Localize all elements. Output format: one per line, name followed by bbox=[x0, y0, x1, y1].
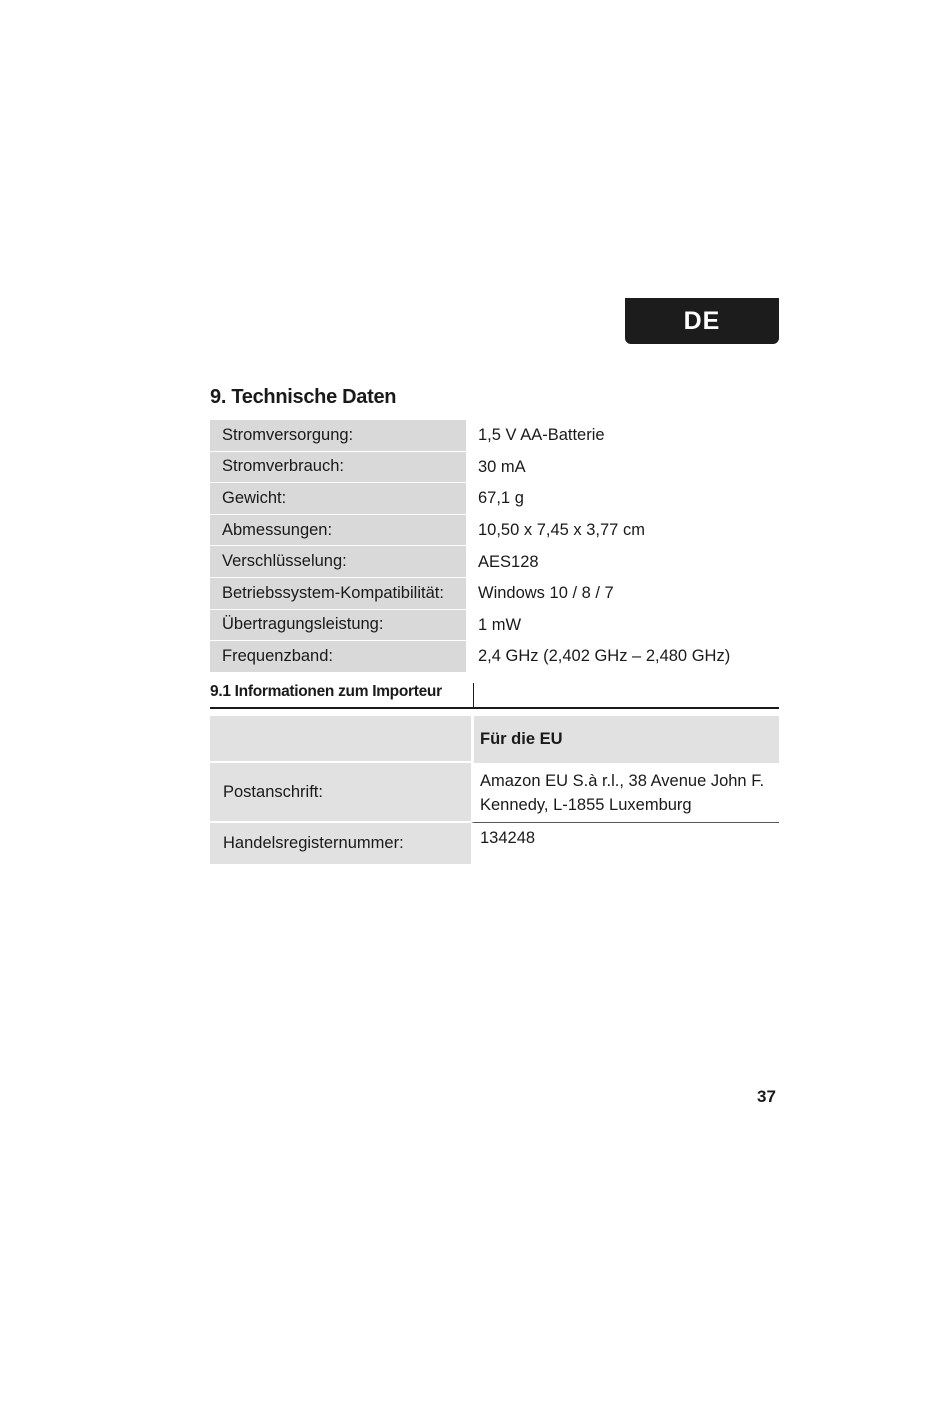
spec-row bbox=[210, 515, 779, 547]
importer-header-empty-cell bbox=[210, 716, 471, 763]
spec-label: Betriebssystem-Kompatibilität: bbox=[210, 578, 466, 610]
page-number: 37 bbox=[757, 1087, 776, 1106]
importer-row bbox=[210, 763, 779, 823]
spec-row bbox=[210, 610, 779, 642]
spec-value: 67,1 g bbox=[478, 489, 524, 508]
address-line-1: Amazon EU S.à r.l., 38 Avenue John F. bbox=[480, 771, 765, 790]
spec-value: 1 mW bbox=[478, 615, 522, 634]
section-title: 9. Technische Daten bbox=[210, 386, 397, 408]
importer-title: 9.1 Informationen zum Importeur bbox=[210, 683, 442, 700]
spec-row bbox=[210, 641, 779, 673]
spec-label: Gewicht: bbox=[210, 483, 466, 515]
importer-table bbox=[210, 716, 779, 866]
spec-value: 2,4 GHz (2,402 GHz – 2,480 GHz) bbox=[478, 647, 731, 666]
subheader-divider bbox=[473, 683, 474, 707]
spec-label: Stromversorgung: bbox=[210, 420, 466, 452]
importer-address bbox=[471, 763, 779, 823]
spec-label: Stromverbrauch: bbox=[210, 452, 466, 484]
spec-row bbox=[210, 452, 779, 484]
spec-row bbox=[210, 546, 779, 578]
spec-value: Windows 10 / 8 / 7 bbox=[478, 584, 614, 603]
importer-row bbox=[210, 823, 779, 866]
spec-value: 30 mA bbox=[478, 457, 526, 476]
spec-label: Verschlüsselung: bbox=[210, 546, 466, 578]
spec-row bbox=[210, 578, 779, 610]
technical-data-table bbox=[210, 420, 779, 673]
importer-label: Handelsregisternummer: bbox=[210, 823, 471, 866]
spec-value: 1,5 V AA-Batterie bbox=[478, 426, 605, 445]
spec-row bbox=[210, 483, 779, 515]
spec-label: Abmessungen: bbox=[210, 515, 466, 547]
importer-register-number: 134248 bbox=[471, 823, 779, 866]
importer-label: Postanschrift: bbox=[210, 763, 471, 823]
spec-label: Übertragungsleistung: bbox=[210, 610, 466, 642]
importer-subheader bbox=[210, 683, 779, 709]
language-tab: DE bbox=[625, 298, 779, 344]
address-line-2: Kennedy, L-1855 Luxemburg bbox=[480, 795, 692, 814]
spec-value: AES128 bbox=[478, 552, 539, 571]
spec-row bbox=[210, 420, 779, 452]
spec-value: 10,50 x 7,45 x 3,77 cm bbox=[478, 521, 645, 540]
spec-label: Frequenzband: bbox=[210, 641, 466, 673]
importer-column-header: Für die EU bbox=[471, 716, 779, 763]
importer-header-row bbox=[210, 716, 779, 763]
